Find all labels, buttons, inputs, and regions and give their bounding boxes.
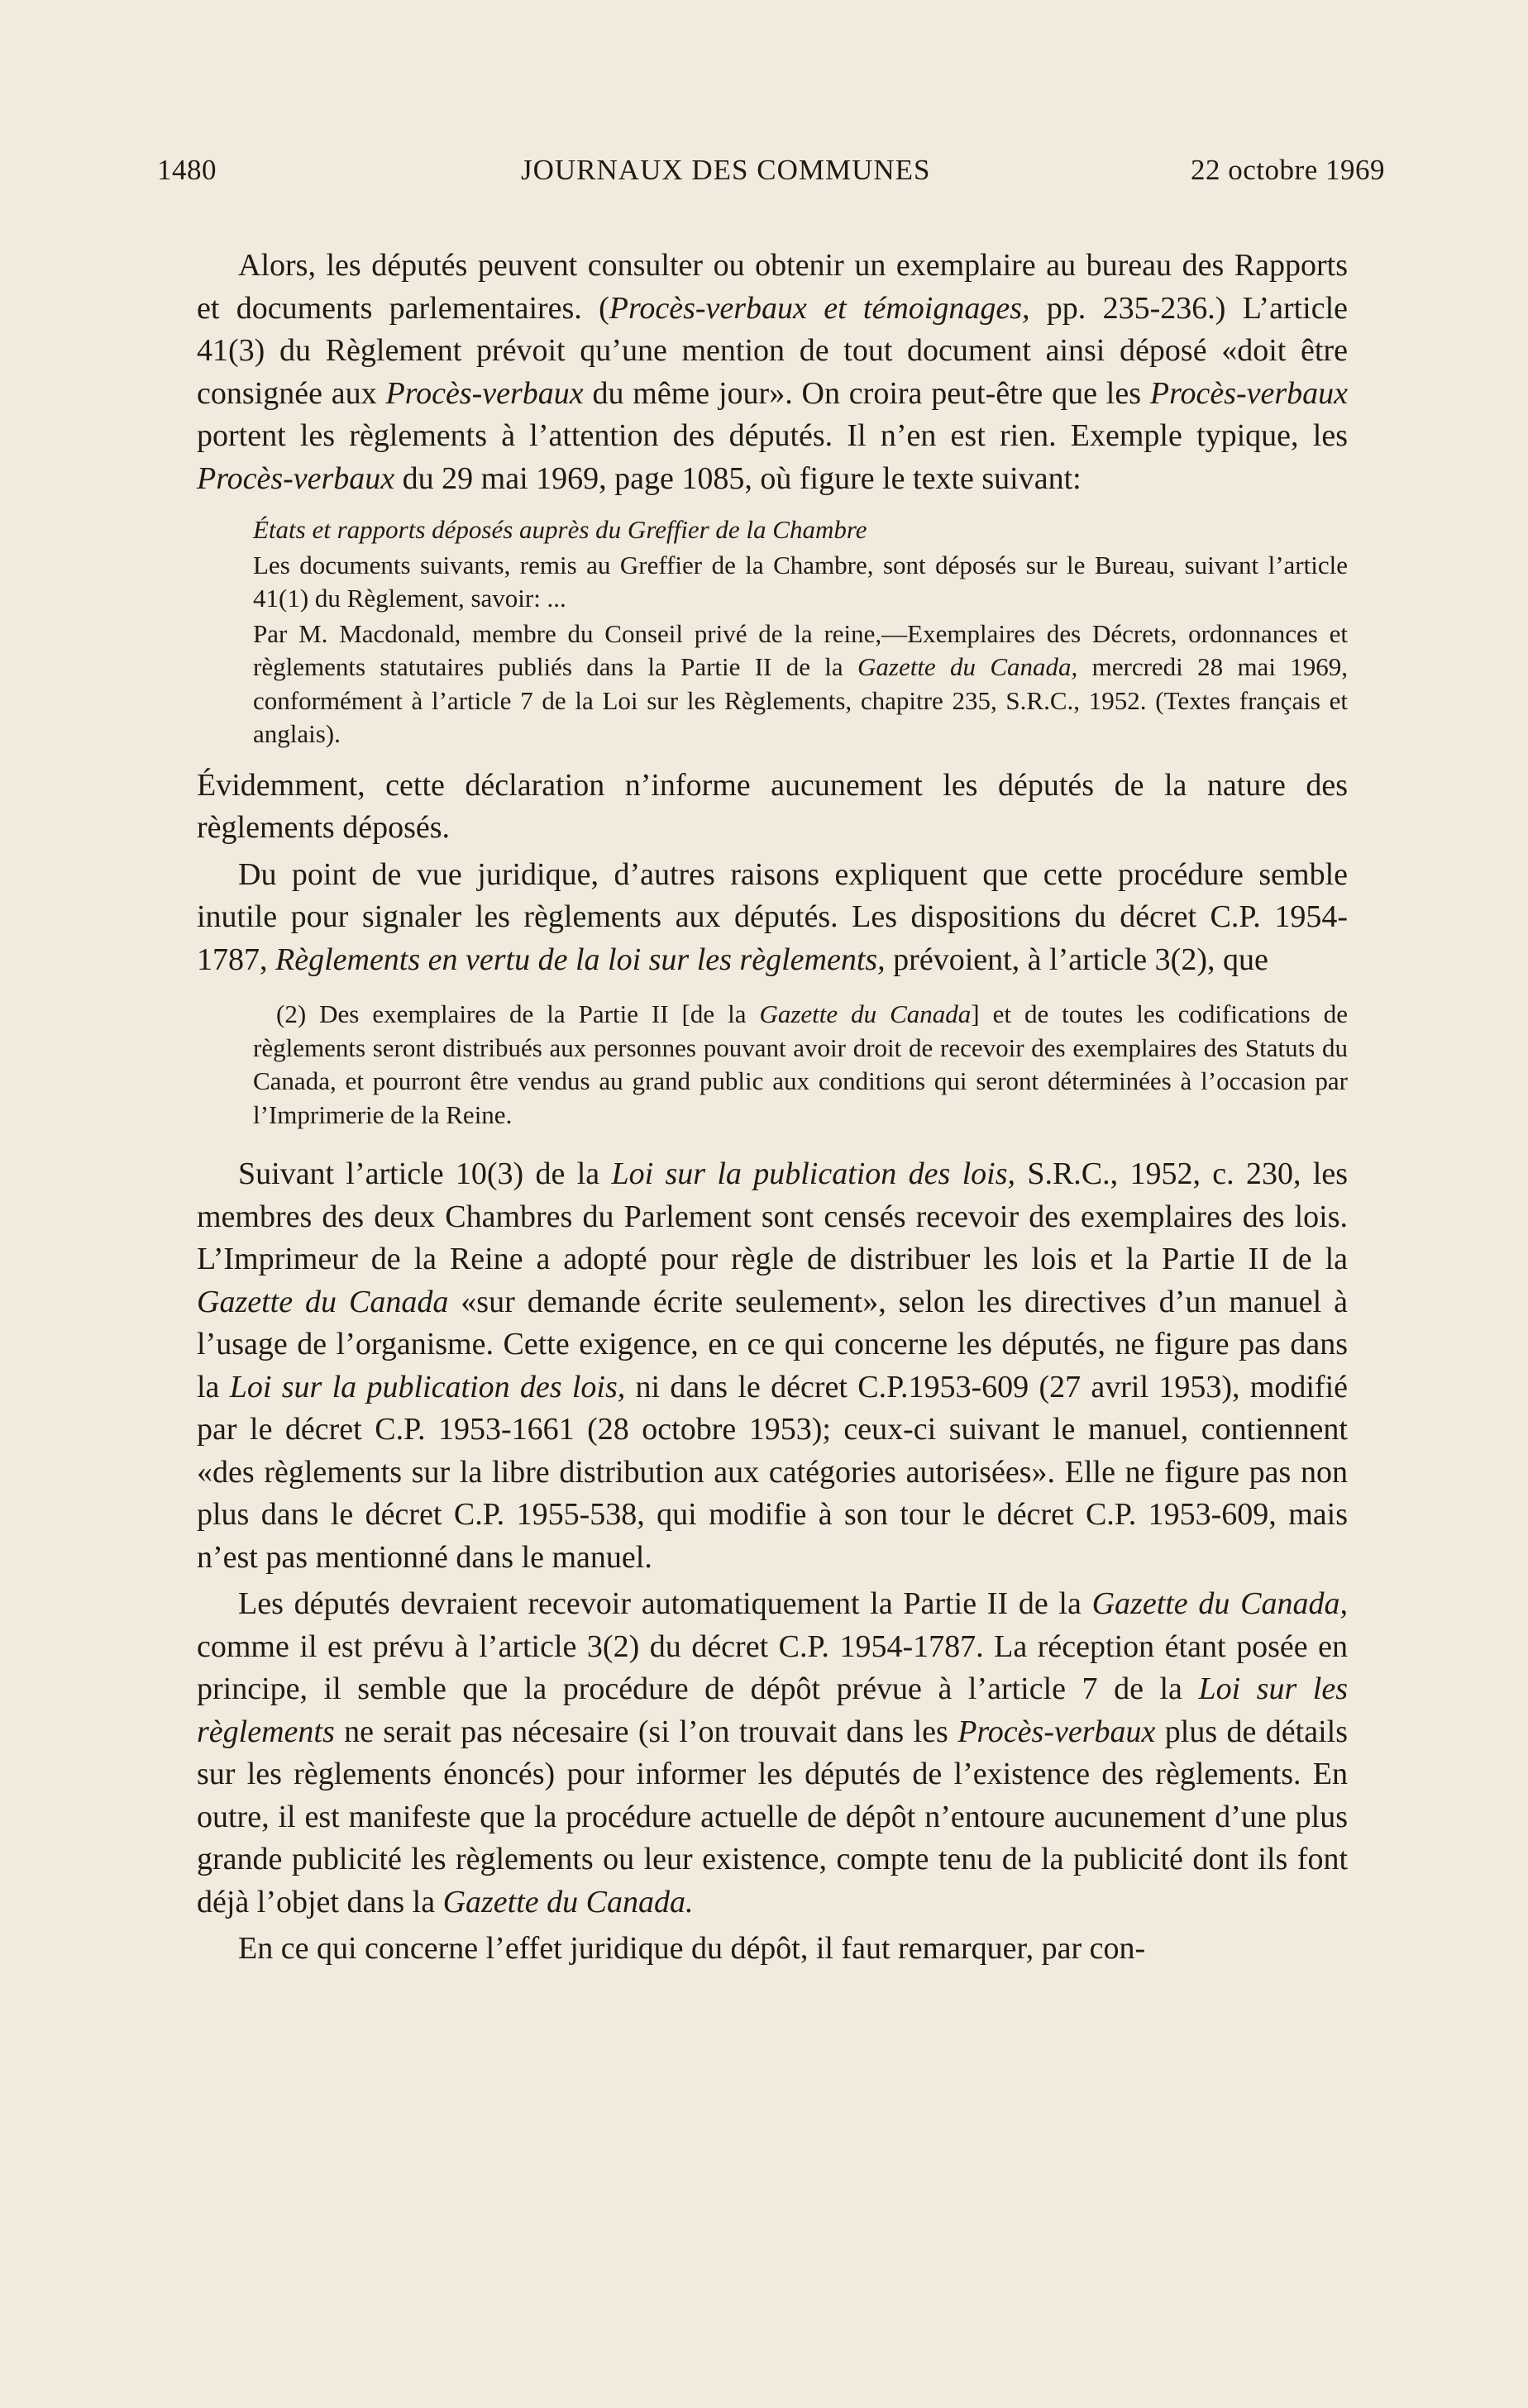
- p1-italic-b: Procès-verbaux et témoignages,: [609, 290, 1030, 326]
- p5-italic-h: Gazette du Canada.: [442, 1884, 694, 1919]
- p1-italic-d: Procès-verbaux: [385, 375, 584, 411]
- p3-text-c: prévoient, à l’article 3(2), que: [885, 942, 1268, 977]
- page-number: 1480: [157, 154, 217, 186]
- p5-italic-b: Gazette du Canada,: [1091, 1586, 1348, 1621]
- issue-date: 22 octobre 1969: [1191, 154, 1385, 186]
- p5-italic-d: Loi sur les règlements: [197, 1671, 1349, 1749]
- p4-text-e: «sur demande écrite seulement», selon les directives d’un manuel à l’usage de l’organisme. Cette exigence, en ce qui concerne les députés, ne figure pas dans la: [197, 1284, 1348, 1404]
- quote-line-2a: Par M. Macdonald, membre du Conseil privé de la reine,—Exemplaires des Décrets, ordonnances et règlements statutaires publiés dans la Partie II de la: [253, 618, 1348, 681]
- paragraph-3: [197, 854, 1348, 982]
- p4-text-c: S.R.C., 1952, c. 230, les membres des deux Chambres du Parlement sont censés recevoir des exemplaires des lois. L’Imprimeur de la Reine a adopté pour règle de distribuer les lois et la Partie II de la: [197, 1156, 1349, 1276]
- p3-italic-b: Règlements en vertu de la loi sur les règlements,: [275, 942, 886, 977]
- p4-italic-b: Loi sur la publication des lois,: [611, 1156, 1016, 1191]
- body-text: [197, 245, 1348, 1971]
- paragraph-6: En ce qui concerne l’effet juridique du dépôt, il faut remarquer, par con-: [238, 1931, 1146, 1966]
- journal-title: JOURNAUX DES COMMUNES: [521, 154, 931, 186]
- quote-line-1: Les documents suivants, remis au Greffier de la Chambre, sont déposés sur le Bureau, suivant l’article 41(1) du Règlement, savoir: ...: [253, 550, 1348, 613]
- p4-text-a: Suivant l’article 10(3) de la: [238, 1156, 612, 1191]
- quote-heading: États et rapports déposés auprès du Greffier de la Chambre: [253, 515, 867, 544]
- p1-text-g: portent les règlements à l’attention des députés. Il n’en est rien. Exemple typique, les: [197, 418, 1348, 453]
- p1-text-e: du même jour». On croira peut-être que les: [583, 375, 1150, 411]
- quote-line-2b: Gazette du Canada,: [857, 652, 1078, 681]
- p1-text-i: du 29 mai 1969, page 1085, où figure le texte suivant:: [394, 460, 1082, 496]
- block-quote-2: [253, 998, 1348, 1132]
- paragraph-5: [197, 1583, 1348, 1924]
- p5-italic-f: Procès-verbaux: [957, 1714, 1156, 1749]
- paragraph-2: Évidemment, cette déclaration n’informe aucunement les députés de la nature des règlements déposés.: [197, 767, 1348, 845]
- p3-text-a: Du point de vue juridique, d’autres raisons expliquent que cette procédure semble inutile pour signaler les règlements aux députés. Les dispositions du décret C.P. 1954-1787,: [197, 856, 1348, 977]
- q2-text-a: (2) Des exemplaires de la Partie II [de la: [276, 999, 760, 1028]
- p1-italic-f: Procès-verbaux: [1149, 375, 1349, 411]
- p5-text-a: Les députés devraient recevoir automatiquement la Partie II de la: [238, 1586, 1092, 1621]
- q2-italic-b: Gazette du Canada: [759, 999, 972, 1028]
- p4-italic-f: Loi sur la publication des lois,: [229, 1369, 626, 1404]
- quote-line-2c: mercredi 28 mai 1969, conformément à l’article 7 de la Loi sur les Règlements, chapitre 235, S.R.C., 1952. (Textes français et anglais).: [253, 652, 1349, 748]
- p5-text-g: plus de détails sur les règlements énoncés) pour informer les députés de l’existence des règlements. En outre, il est manifeste que la procédure actuelle de dépôt n’entoure aucunement d’une plus grande publicité les règlements ou leur existence, compte tenu de la publicité dont ils font déjà l’objet dans la: [197, 1714, 1348, 1919]
- quote-line-2: [253, 617, 1348, 751]
- p5-text-c: comme il est prévu à l’article 3(2) du décret C.P. 1954-1787. La réception étant posée en principe, il semble que la procédure de dépôt prévue à l’article 7 de la: [197, 1628, 1348, 1706]
- paragraph-4: [197, 1153, 1348, 1579]
- p1-italic-h: Procès-verbaux: [197, 460, 395, 496]
- block-quote-1: [253, 513, 1348, 751]
- running-head: [157, 154, 1385, 195]
- quote-2-text: [253, 998, 1348, 1132]
- p1-text-a: Alors, les députés peuvent consulter ou obtenir un exemplaire au bureau des Rapports et documents parlementaires. (: [197, 248, 1348, 326]
- p5-text-e: ne serait pas nécesaire (si l’on trouvait dans les: [334, 1714, 958, 1749]
- p4-italic-d: Gazette du Canada: [197, 1284, 449, 1319]
- q2-text-c: ] et de toutes les codifications de règlements seront distribués aux personnes pouvant avoir droit de recevoir des exemplaires des Statuts du Canada, et pourront être vendus au grand public aux conditions qui seront déterminées à l’occasion par l’Imprimerie de la Reine.: [253, 999, 1348, 1129]
- p4-text-g: ni dans le décret C.P.1953-609 (27 avril 1953), modifié par le décret C.P. 1953-1661 (28 octobre 1953); ceux-ci suivant le manuel, contiennent «des règlements sur la libre distribution aux catégories autorisées». Elle ne figure pas non plus dans le décret C.P. 1955-538, qui modifie à son tour le décret C.P. 1953-609, mais n’est pas mentionné dans le manuel.: [197, 1369, 1348, 1575]
- paragraph-1: [197, 245, 1348, 500]
- p1-text-c: pp. 235-236.) L’article 41(3) du Règlement prévoit qu’une mention de tout document ainsi déposé «doit être consignée aux: [197, 290, 1349, 411]
